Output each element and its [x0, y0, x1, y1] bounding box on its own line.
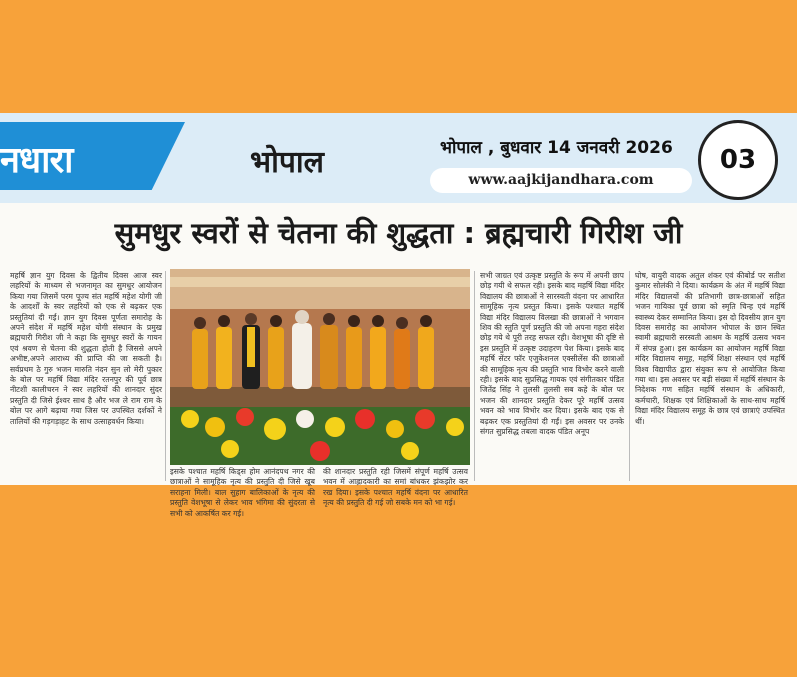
article-column-1 — [10, 271, 162, 481]
edition-city: भोपाल — [250, 145, 325, 180]
article-text: महर्षि ज्ञान युग दिवस के द्वितीय दिवस आज स्वर लहरियों के माध्यम से भजनामृत का सुमधुर आयोजन किया गया जिसमें परम पूज्य संत महर्षि महेश योगी जी के आदर्शों के स्वर लहरियों को एक से बढ़कर एक प्रस्तुतियां दी गईं। ज्ञान युग दिवस पूर्णता समारोह के अपने संदेश में महर्षि महेश योगी संस्थान के प्रमुख ब्रह्मचारी गिरीश जी ने कहा कि सुमधुर स्वरों के गायन एवं श्रवण से चेतना की शुद्धता होती है जिससे अपने अभीष्ट,अपने आराध्य की प्राप्ति की जा सकती है। सर्वप्रथम ठे गुरु भजन मारुति नंदन सुन लो मेरी पुकार के बोल पर महर्षि विद्या मंदिर रतनपुर की पूर्व छात्र नीटशी कालीचरन ने स्वर लहरियों की शानदार सुंदर प्रस्तुति दी जिसे ईश्वर साथ है और भज ले राम राम के बोल पर आगे बढ़ाया गया जिस पर उपस्थित दर्शकों ने तालियों की गड़गड़ाहट के साथ उत्साहवर्धन किया। — [10, 271, 162, 426]
column-divider — [165, 271, 166, 481]
article-text: घोष, वायुरी वादक अतुल शंकर एवं कीबोर्ड पर सतीश कुमार सोलंकी ने दिया। कार्यक्रम के अंत में महर्षि विद्या मंदिर विद्यालयों की प्रतिभागी छात्र-छात्राओं सहित भजन गायिका पूर्व छात्रा को स्मृति चिन्ह एवं महर्षि स्वास्थ्य देकर सम्मानित किया। इस दो दिवसीय ज्ञान युग दिवस समारोह का आयोजन भोपाल के छान स्थित स्वामी ब्रह्मचारी सरस्वती आश्रम के महर्षि उत्सव भवन में संपन्न हुआ। इस कार्यक्रम का आयोजन महर्षि विद्या मंदिर विद्यालय समूह, महर्षि शिक्षा संस्थान एवं महर्षि विश्व विद्यापीठ द्वारा संयुक्त रूप से आयोजित किया गया था। इस अवसर पर बड़ी संख्या में महर्षि संस्थान के निदेशक गण सहित महर्षि संस्थान के अधिकारी, कर्मचारी, शिक्षक एवं शिक्षिकाओं के साथ-साथ महर्षि विद्या मंदिर विद्यालय समूह के छात्र एवं छात्राएं उपस्थित थीं। — [635, 271, 785, 426]
article-text: सभी जाग्रत एवं उत्कृष्ट प्रस्तुति के रूप में अपनी छाप छोड़ गयी थे सफल रही। इसके बाद महर्षि विद्या मंदिर विद्यालय की छात्राओं ने सारस्वती वंदना पर आधारित सामूहिक नृत्य प्रस्तुत किया। इसके पश्चात महर्षि विद्या मंदिर विद्यालय विलखा की छात्राओं ने भगवान शिव की स्तुति पूर्ण प्रस्तुति की जो अपना गहरा संदेश छोड़ गये थे पूरी तरह सफल रही। वेशभूषा की दृष्टि से इस प्रस्तुति में उत्कृष्ट उदाहरण पेश किया। इसके बाद महर्षि सेंटर फॉर एजुकेशनल एक्सीलेंस की छात्राओं की सामूहिक नृत्य की प्रस्तुति भाव विभोर करने वाली रही। इसके बाद सुप्रसिद्ध गायक एवं संगीतकार पंडित जितेंद्र सिंह ने तुलसी तुलसी सब कहे के बोल पर भजन की शानदार प्रस्तुति देकर पूरे महर्षि उत्सव भवन को भाव विभोर कर दिया। इसके बाद एक से बढ़कर एक प्रस्तुतियां दी गईं। इस अवसर पर उनके संगत सुप्रसिद्ध तबला वादक पंडित अनूप — [480, 271, 624, 437]
flower-decoration — [170, 407, 470, 465]
article-column-2a — [170, 467, 315, 677]
event-photo — [170, 269, 470, 465]
article-column-4 — [635, 271, 785, 481]
article-text: इसके पश्चात महर्षि किड्स होम आनंदपथ नगर की छात्राओं ने सामूहिक नृत्य की प्रस्तुति दी जिसे खूब सराहना मिली। बाल सुहाग बालिकाओं के नृत्य की प्रस्तुति वेशभूषा से लेकर भाव भंगिमा की सुंदरता से सभी को आकर्षित कर गई। — [170, 467, 315, 518]
event-photo-image — [170, 269, 470, 465]
newspaper-page — [0, 113, 797, 518]
article-column-2b — [323, 467, 468, 677]
article-column-3 — [480, 271, 624, 481]
dateline: भोपाल , बुधवार 14 जनवरी 2026 — [440, 138, 673, 158]
column-divider — [474, 271, 475, 481]
brand-logo: नधारा — [0, 140, 73, 181]
website-url: www.aajkijandhara.com — [430, 168, 692, 193]
column-divider — [629, 271, 630, 481]
masthead — [0, 113, 797, 203]
page-number: 03 — [698, 120, 778, 200]
headline: सुमधुर स्वरों से चेतना की शुद्धता : ब्रह्मचारी गिरीश जी — [114, 216, 683, 250]
article-text: की शानदार प्रस्तुति रही जिसमें संपूर्ण महर्षि उत्सव भवन में आह्लादकारी का समां बांधकर झंकझोर कर रख दिया। इसके पश्चात महर्षि वंदना पर आधारित नृत्य की प्रस्तुति दी गई जो सबके मन को भा गई। — [323, 467, 468, 508]
